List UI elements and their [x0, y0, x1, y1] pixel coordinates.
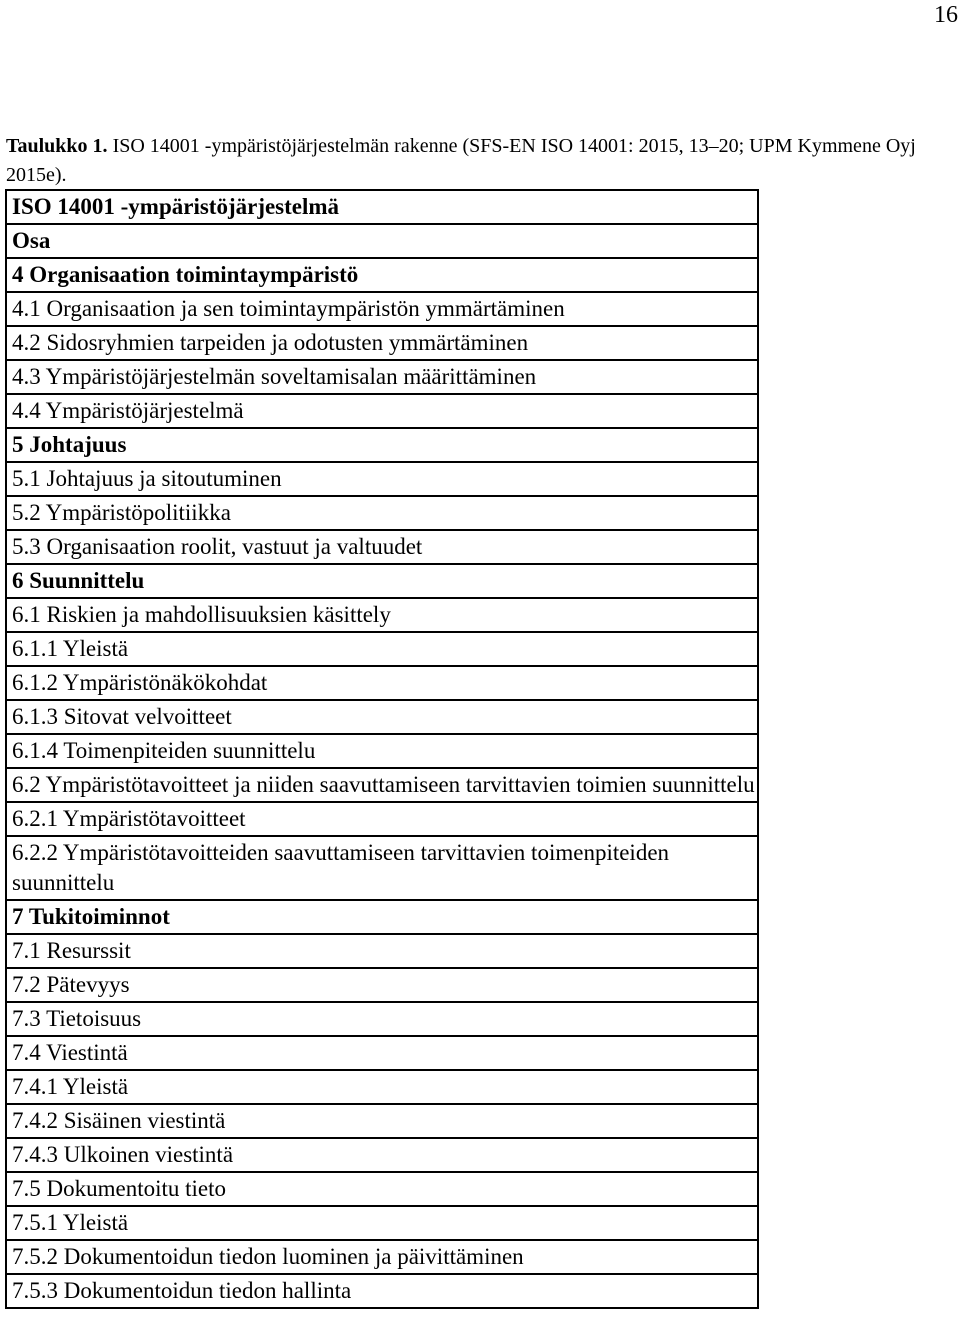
table-cell: 7.1 Resurssit — [6, 934, 758, 968]
table-cell: 7.5 Dokumentoitu tieto — [6, 1172, 758, 1206]
table-row — [6, 734, 758, 768]
table-cell: 7.3 Tietoisuus — [6, 1002, 758, 1036]
table-cell: 5.1 Johtajuus ja sitoutuminen — [6, 462, 758, 496]
table-cell: 4.1 Organisaation ja sen toimintaympäristön ymmärtäminen — [6, 292, 758, 326]
table-row — [6, 802, 758, 836]
table-row — [6, 1206, 758, 1240]
table-cell: 7.2 Pätevyys — [6, 968, 758, 1002]
table-row — [6, 900, 758, 934]
table-cell: 7.4.1 Yleistä — [6, 1070, 758, 1104]
table-row — [6, 258, 758, 292]
table-cell: 7.4.3 Ulkoinen viestintä — [6, 1138, 758, 1172]
table-cell: 5.2 Ympäristöpolitiikka — [6, 496, 758, 530]
table-cell: 6.2.1 Ympäristötavoitteet — [6, 802, 758, 836]
table-cell: 4.4 Ympäristöjärjestelmä — [6, 394, 758, 428]
table-row — [6, 564, 758, 598]
table-cell: 6.1 Riskien ja mahdollisuuksien käsittely — [6, 598, 758, 632]
table-cell: 7.4 Viestintä — [6, 1036, 758, 1070]
table-row — [6, 292, 758, 326]
table-row — [6, 1104, 758, 1138]
table-cell: ISO 14001 -ympäristöjärjestelmä — [6, 190, 758, 224]
table-caption-text: ISO 14001 -ympäristöjärjestelmän rakenne (SFS-EN ISO 14001: 2015, 13–20; UPM Kymmene Oyj 2015e). — [6, 135, 916, 186]
page-number: 16 — [934, 2, 958, 28]
table-cell: 4.3 Ympäristöjärjestelmän soveltamisalan määrittäminen — [6, 360, 758, 394]
table-cell: 6.1.3 Sitovat velvoitteet — [6, 700, 758, 734]
table-caption-label: Taulukko 1. — [6, 135, 108, 157]
table-cell: 4.2 Sidosryhmien tarpeiden ja odotusten ymmärtäminen — [6, 326, 758, 360]
table-row — [6, 326, 758, 360]
table-caption — [6, 132, 958, 190]
table-cell: 7.5.1 Yleistä — [6, 1206, 758, 1240]
table-row — [6, 934, 758, 968]
table-row — [6, 1274, 758, 1308]
table-row — [6, 666, 758, 700]
table-cell: Osa — [6, 224, 758, 258]
table-cell: 4 Organisaation toimintaympäristö — [6, 258, 758, 292]
table-row — [6, 1172, 758, 1206]
table-cell: 5 Johtajuus — [6, 428, 758, 462]
table-row — [6, 768, 758, 802]
table-row — [6, 700, 758, 734]
table-row — [6, 632, 758, 666]
table-row — [6, 598, 758, 632]
table-row — [6, 462, 758, 496]
table-row — [6, 1002, 758, 1036]
table-cell: 7.5.2 Dokumentoidun tiedon luominen ja päivittäminen — [6, 1240, 758, 1274]
table-row — [6, 1240, 758, 1274]
table-cell: 6.1.4 Toimenpiteiden suunnittelu — [6, 734, 758, 768]
table-row — [6, 836, 758, 900]
table-row — [6, 224, 758, 258]
table-cell: 7.5.3 Dokumentoidun tiedon hallinta — [6, 1274, 758, 1308]
table-cell: 6.1.1 Yleistä — [6, 632, 758, 666]
table-row — [6, 190, 758, 224]
table-row — [6, 496, 758, 530]
table-cell: 6 Suunnittelu — [6, 564, 758, 598]
table-row — [6, 1070, 758, 1104]
table-row — [6, 428, 758, 462]
table-body — [6, 190, 758, 1308]
table-cell: 6.2 Ympäristötavoitteet ja niiden saavuttamiseen tarvittavien toimien suunnittelu — [6, 768, 758, 802]
table-cell: 7 Tukitoiminnot — [6, 900, 758, 934]
table-row — [6, 394, 758, 428]
table-cell: 5.3 Organisaation roolit, vastuut ja valtuudet — [6, 530, 758, 564]
table-cell: 6.1.2 Ympäristönäkökohdat — [6, 666, 758, 700]
table-row — [6, 968, 758, 1002]
iso-structure-table — [5, 189, 759, 1309]
table-row — [6, 1036, 758, 1070]
table-row — [6, 530, 758, 564]
table-cell: 7.4.2 Sisäinen viestintä — [6, 1104, 758, 1138]
table-row — [6, 360, 758, 394]
table-cell: 6.2.2 Ympäristötavoitteiden saavuttamiseen tarvittavien toimenpiteiden suunnittelu — [6, 836, 758, 900]
table-row — [6, 1138, 758, 1172]
